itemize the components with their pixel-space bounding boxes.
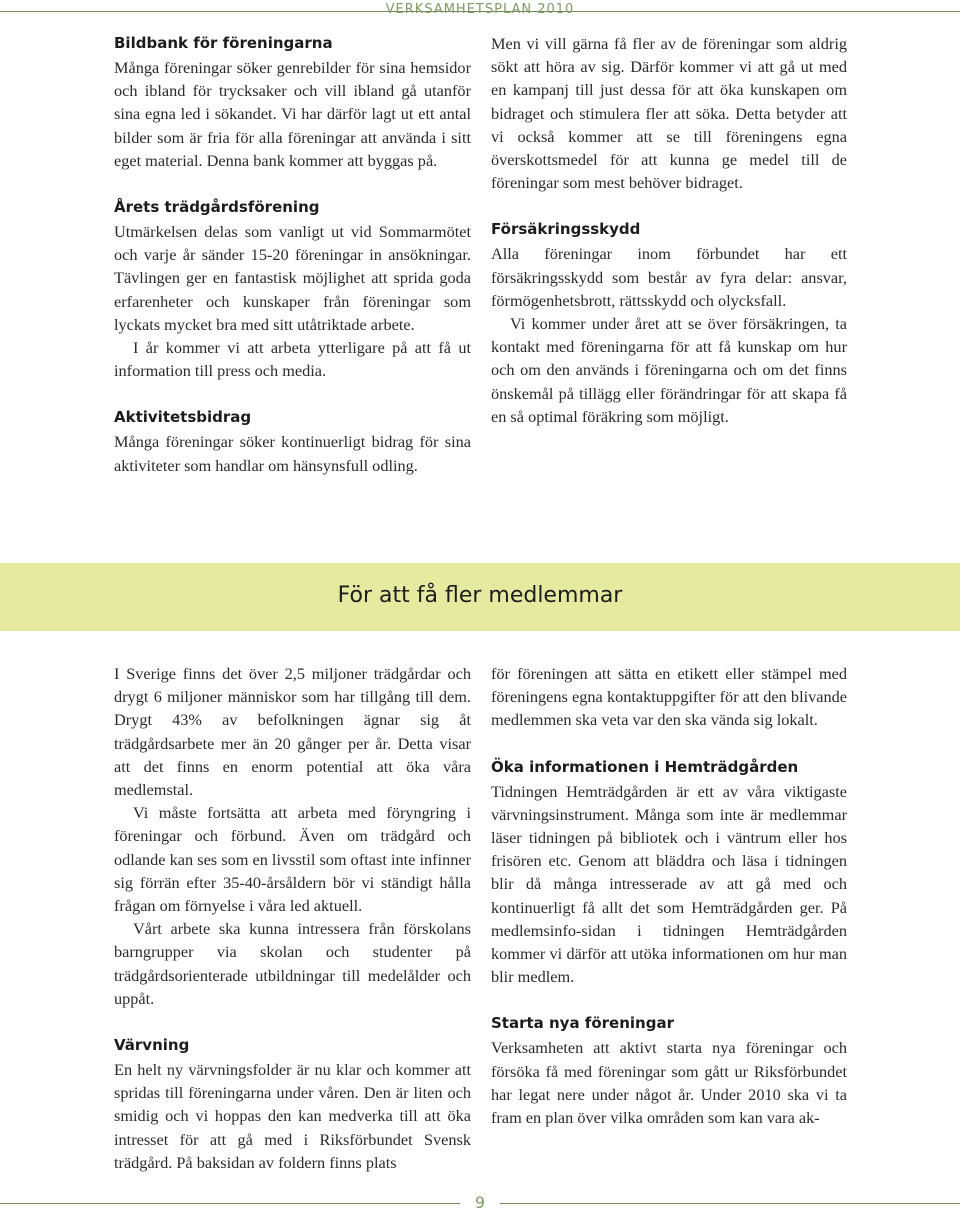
paragraph: Verksamheten att aktivt starta nya föreningar och försöka få med föreningar som gått ur Riksförbundet har legat nere under något år. Under 2010 ska vi ta fram en plan över vilka områden som kan vara ak- (491, 1038, 847, 1128)
heading-oka-informationen: Öka informationen i Hemträdgården (491, 757, 799, 776)
paragraph: Men vi vill gärna få fler av de föreningar som aldrig sökt att höra av sig. Därför kommer vi att gå ut med en kampanj till just dessa för att öka kunskapen om bidraget och stimulera fler att söka. Detta betyder att vi också kommer att se till föreningens egna överskottsmedel för att kunna ge medel till de föreningar som mest behöver bidraget. (491, 34, 847, 193)
paragraph: En helt ny värvningsfolder är nu klar och kommer att spridas till föreningarna under våren. Den är liten och smidig och vi hoppas den kan medverka till att öka intresset för att gå med i Riksförbundet Svensk trädgård. På baksidan av foldern finns plats (114, 1060, 471, 1172)
paragraph: Utmärkelsen delas som vanligt ut vid Sommarmötet och varje år sänder 15-20 föreningar in ansökningar. Tävlingen ger en fantastisk möjlighet att sprida goda erfarenheter och kunskaper från föreningar som lyckats mycket bra med sitt utåtriktade arbete. (114, 222, 471, 334)
banner-title: För att få fler medlemmar (337, 583, 623, 608)
paragraph: för föreningen att sätta en etikett eller stämpel med föreningens egna kontaktuppgifter för att den blivande medlemmen ska veta var den ska vända sig lokalt. (491, 664, 847, 730)
spacer (114, 1010, 471, 1034)
paragraph: I Sverige finns det över 2,5 miljoner trädgårdar och drygt 6 miljoner människor som har tillgång till dem. Drygt 43% av befolkningen ägnar sig åt trädgårdsarbete mer än 20 gånger per år. Detta visar att det finns en enorm potential att öka våra medlemstal. (114, 664, 471, 800)
bottom-right-column (491, 662, 847, 1129)
paragraph: Vi måste fortsätta att arbeta med föryngring i föreningar och förbund. Även om trädgård och odlande kan ses som en livsstil som oftast inte infinner sig förrän efter 35-40-årsåldern bör vi ständigt hålla frågan om förnyelse i våra led aktuell. (114, 803, 471, 916)
heading-varvning: Värvning (114, 1036, 190, 1055)
spacer (491, 732, 847, 756)
running-title: VERKSAMHETSPLAN 2010 (385, 2, 575, 17)
spacer (491, 988, 847, 1012)
bottom-left-column (114, 662, 471, 1174)
heading-arets-tradgardsforening: Årets trädgårdsförening (114, 198, 320, 217)
paragraph: Alla föreningar inom förbundet har ett försäkringsskydd som består av fyra delar: ansvar, förmögenhetsbrott, rättsskydd och olycksfall. (491, 244, 847, 310)
paragraph: Tidningen Hemträdgården är ett av våra viktigaste värvningsinstrument. Många som inte är medlemmar läser tidningen på bibliotek och i väntrum eller hos frisören etc. Genom att bläddra och läsa i tidningen blir då många intresserade av att gå med och kontinuerligt få allt det som Hemträdgården ger. På medlemsinfo-sidan i tidningen Hemträdgården kommer vi därför att utöka informationen om hur man blir medlem. (491, 781, 847, 987)
page-number: 9 (460, 1193, 500, 1212)
heading-starta-nya-foreningar: Starta nya föreningar (491, 1014, 674, 1033)
paragraph: Vi kommer under året att se över försäkringen, ta kontakt med föreningarna för att få kunskap om hur och om den används i föreningarna och om det finns önskemål på tillägg eller förändringar för att skapa få en så optimal föräkring som möjligt. (491, 314, 847, 426)
heading-forsakringsskydd: Försäkringsskydd (491, 220, 641, 239)
paragraph: Många föreningar söker kontinuerligt bidrag för sina aktiviteter som handlar om hänsynsfull odling. (114, 432, 471, 475)
heading-aktivitetsbidrag: Aktivitetsbidrag (114, 408, 252, 427)
paragraph: Vårt arbete ska kunna intressera från förskolans barngrupper via skolan och studenter på trädgårdsorienterade utbildningar till medelålder och uppåt. (114, 919, 471, 1008)
spacer (491, 194, 847, 218)
top-left-column (114, 32, 471, 477)
spacer (114, 172, 471, 196)
spacer (114, 382, 471, 406)
heading-bildbank: Bildbank för föreningarna (114, 34, 333, 52)
top-right-column (491, 32, 847, 428)
paragraph: Många föreningar söker genrebilder för sina hemsidor och ibland för trycksaker och vill ibland gå utanför sina egna led i sökandet. Vi har därför lagt ut ett antal bilder som är fria för alla föreningar att använda i sitt eget material. Denna bank kommer att byggas på. (114, 58, 471, 170)
paragraph: I år kommer vi att arbeta ytterligare på att få ut information till press och media. (114, 338, 471, 381)
